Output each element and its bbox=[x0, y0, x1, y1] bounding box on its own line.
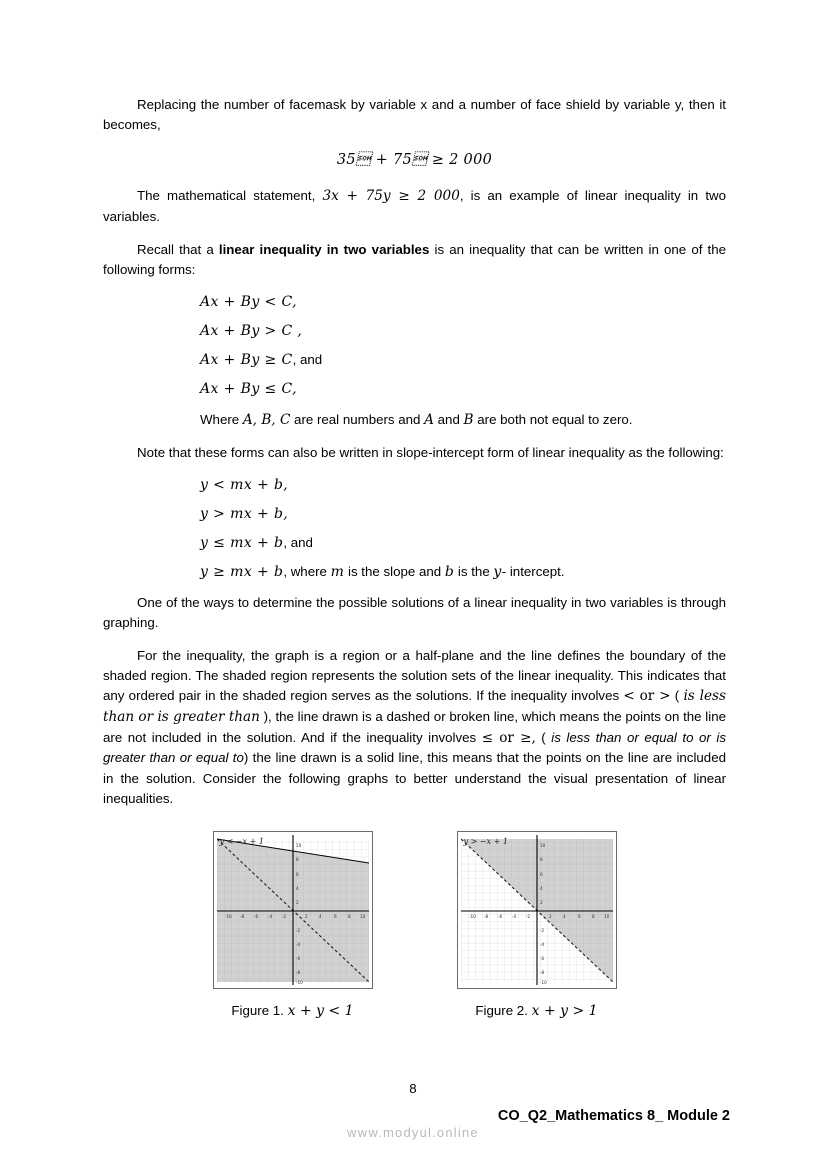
svg-text:-2: -2 bbox=[295, 927, 300, 933]
svg-text:8: 8 bbox=[539, 856, 543, 862]
slope-form-4-y: y bbox=[493, 563, 502, 580]
paragraph-where-mid: are real numbers and bbox=[290, 411, 425, 427]
standard-form-1 bbox=[103, 294, 726, 310]
svg-text:-10: -10 bbox=[539, 979, 547, 985]
paragraph-halfplane-open-2: ( bbox=[535, 729, 552, 745]
svg-text:-2: -2 bbox=[525, 913, 530, 919]
paragraph-recall-tail: is an inequality that can be written in one of the following forms: bbox=[103, 242, 727, 278]
slope-form-3 bbox=[103, 535, 726, 551]
equation-display-1 bbox=[103, 151, 726, 168]
figure-2-graph-label: y > −x + 1 bbox=[463, 836, 508, 846]
figure-2-caption-label: Figure 2. bbox=[475, 1002, 528, 1018]
slope-form-4-m: m bbox=[330, 563, 345, 580]
figure-1 bbox=[213, 831, 373, 1019]
figure-1-graph bbox=[217, 835, 369, 985]
figures-row bbox=[103, 831, 726, 1019]
slope-form-3-suffix: , and bbox=[283, 534, 313, 550]
slope-form-1 bbox=[103, 477, 726, 493]
svg-text:2: 2 bbox=[539, 899, 543, 905]
watermark: www.modyul.online bbox=[347, 1125, 479, 1140]
svg-text:-10: -10 bbox=[224, 913, 232, 919]
svg-text:-4: -4 bbox=[539, 941, 544, 947]
paragraph-intro-text: Replacing the number of facemask by variable x and a number of face shield by variable y, then it becomes, bbox=[103, 97, 726, 133]
svg-text:-6: -6 bbox=[253, 913, 258, 919]
standard-form-3-suffix: , and bbox=[292, 351, 323, 367]
paragraph-graphing bbox=[103, 593, 726, 633]
svg-text:2: 2 bbox=[548, 913, 552, 919]
paragraph-note-text: Note that these forms can also be written in slope-intercept form of linear inequality as the following: bbox=[137, 445, 724, 461]
svg-text:-8: -8 bbox=[539, 969, 544, 975]
svg-text:6: 6 bbox=[295, 871, 299, 877]
svg-text:4: 4 bbox=[295, 885, 299, 891]
paragraph-halfplane-tail: ) the line drawn is a solid line, this means that the points on the line are included in the solution. Consider the following graphs to better understand the visual presentation of linear inequalities. bbox=[103, 750, 726, 806]
paragraph-halfplane-symbols-2: ≤ or ≥, bbox=[481, 729, 536, 746]
svg-text:6: 6 bbox=[577, 913, 581, 919]
figure-1-caption bbox=[231, 1003, 353, 1019]
slope-form-4-tail2: - intercept. bbox=[501, 563, 565, 579]
figure-2-caption-equation: x + y > 1 bbox=[531, 1002, 598, 1019]
svg-text:-8: -8 bbox=[295, 969, 300, 975]
footer-module-label: CO_Q2_Mathematics 8_ Module 2 bbox=[497, 1108, 730, 1124]
svg-text:8: 8 bbox=[295, 856, 299, 862]
svg-text:2: 2 bbox=[304, 913, 308, 919]
paragraph-where-lead: Where bbox=[200, 411, 243, 427]
paragraph-intro bbox=[103, 95, 726, 135]
svg-text:-10: -10 bbox=[295, 979, 303, 985]
paragraph-halfplane-lead: For the inequality, the graph is a region or a half-plane and the line defines the boundary of the shaded region. The shaded region represents the solution sets of the linear inequality. This indicates that any ordered pair in the shaded region serves as the solutions. If the inequality involves bbox=[103, 647, 726, 704]
svg-text:-10: -10 bbox=[468, 913, 476, 919]
figure-1-frame bbox=[213, 831, 373, 989]
paragraph-note bbox=[103, 443, 726, 463]
svg-text:-4: -4 bbox=[511, 913, 516, 919]
svg-text:4: 4 bbox=[539, 885, 543, 891]
page-number: 8 bbox=[409, 1081, 417, 1096]
paragraph-where-and: and bbox=[433, 411, 464, 427]
svg-text:4: 4 bbox=[318, 913, 322, 919]
svg-text:10: 10 bbox=[603, 913, 609, 919]
svg-text:8: 8 bbox=[347, 913, 351, 919]
svg-text:-4: -4 bbox=[295, 941, 300, 947]
svg-text:-8: -8 bbox=[239, 913, 244, 919]
standard-form-4 bbox=[103, 381, 726, 397]
standard-form-3-expr: Ax + By ≥ C bbox=[200, 351, 293, 368]
slope-form-4 bbox=[103, 564, 726, 580]
svg-text:-8: -8 bbox=[483, 913, 488, 919]
svg-text:-2: -2 bbox=[281, 913, 286, 919]
figure-2 bbox=[457, 831, 617, 1019]
paragraph-recall bbox=[103, 240, 726, 280]
svg-text:-2: -2 bbox=[539, 927, 544, 933]
paragraph-recall-term: linear inequality in two variables bbox=[218, 242, 430, 258]
slope-form-2-expr: y > mx + b, bbox=[200, 505, 289, 522]
standard-form-2 bbox=[103, 323, 726, 339]
paragraph-where-b: B bbox=[463, 411, 474, 428]
figure-1-caption-label: Figure 1. bbox=[231, 1002, 284, 1018]
paragraph-where-tail: are both not equal to zero. bbox=[473, 411, 633, 427]
standard-form-2-expr: Ax + By > C , bbox=[200, 322, 303, 339]
slope-form-3-expr: y ≤ mx + b bbox=[200, 534, 284, 551]
figure-1-caption-equation: x + y < 1 bbox=[287, 1002, 354, 1019]
figure-1-svg bbox=[217, 835, 369, 985]
slope-form-4-b: b bbox=[444, 563, 455, 580]
slope-form-4-mid: is the slope and bbox=[344, 563, 445, 579]
equation-display-1-text: 35 + 75 ≥ 2 000 bbox=[336, 152, 493, 169]
standard-form-4-expr: Ax + By ≤ C, bbox=[200, 380, 297, 397]
paragraph-halfplane bbox=[103, 646, 726, 809]
svg-text:2: 2 bbox=[295, 899, 299, 905]
paragraph-graphing-text: One of the ways to determine the possible solutions of a linear inequality in two variables is through graphing. bbox=[103, 594, 726, 630]
svg-text:-6: -6 bbox=[295, 955, 300, 961]
slope-form-1-expr: y < mx + b, bbox=[200, 476, 289, 493]
paragraph-halfplane-symbols-1: < or > bbox=[623, 688, 671, 705]
svg-text:8: 8 bbox=[591, 913, 595, 919]
svg-text:-4: -4 bbox=[267, 913, 272, 919]
paragraph-where-a: A bbox=[424, 411, 434, 428]
slope-form-4-tail: is the bbox=[454, 563, 494, 579]
standard-form-1-expr: Ax + By < C, bbox=[200, 293, 297, 310]
figure-1-graph-label: y < −x + 1 bbox=[219, 836, 264, 846]
paragraph-halfplane-mid: ), the line drawn is a dashed or broken line, which means the points on the line are not included in the solution. And if the inequality involves bbox=[103, 709, 726, 745]
slope-form-4-suffix: , where bbox=[283, 563, 331, 579]
svg-text:10: 10 bbox=[295, 842, 301, 848]
svg-text:4: 4 bbox=[562, 913, 566, 919]
slope-form-4-expr: y ≥ mx + b bbox=[200, 563, 284, 580]
figure-2-caption bbox=[475, 1003, 597, 1019]
svg-text:10: 10 bbox=[539, 842, 545, 848]
paragraph-recall-lead: Recall that a bbox=[137, 242, 219, 258]
paragraph-halfplane-italic-2: is less than or equal to or is greater than or equal to bbox=[103, 729, 726, 766]
paragraph-where bbox=[103, 410, 726, 431]
paragraph-example-lead: The mathematical statement, bbox=[137, 188, 323, 204]
slope-form-2 bbox=[103, 506, 726, 522]
svg-text:-6: -6 bbox=[497, 913, 502, 919]
paragraph-example bbox=[103, 186, 726, 227]
paragraph-halfplane-italic-1: is less than or is greater than bbox=[103, 688, 726, 725]
paragraph-example-equation: 3x + 75y ≥ 2 000 bbox=[322, 188, 460, 205]
paragraph-halfplane-open-1: ( bbox=[670, 688, 684, 704]
figure-2-graph bbox=[461, 835, 613, 985]
figure-2-frame bbox=[457, 831, 617, 989]
paragraph-where-abc: A, B, C bbox=[242, 411, 291, 428]
figure-2-svg bbox=[461, 835, 613, 985]
standard-form-3 bbox=[103, 352, 726, 368]
svg-text:6: 6 bbox=[539, 871, 543, 877]
svg-text:-6: -6 bbox=[539, 955, 544, 961]
svg-text:6: 6 bbox=[333, 913, 337, 919]
svg-text:10: 10 bbox=[359, 913, 365, 919]
paragraph-example-tail: , is an example of linear inequality in two variables. bbox=[103, 188, 727, 225]
